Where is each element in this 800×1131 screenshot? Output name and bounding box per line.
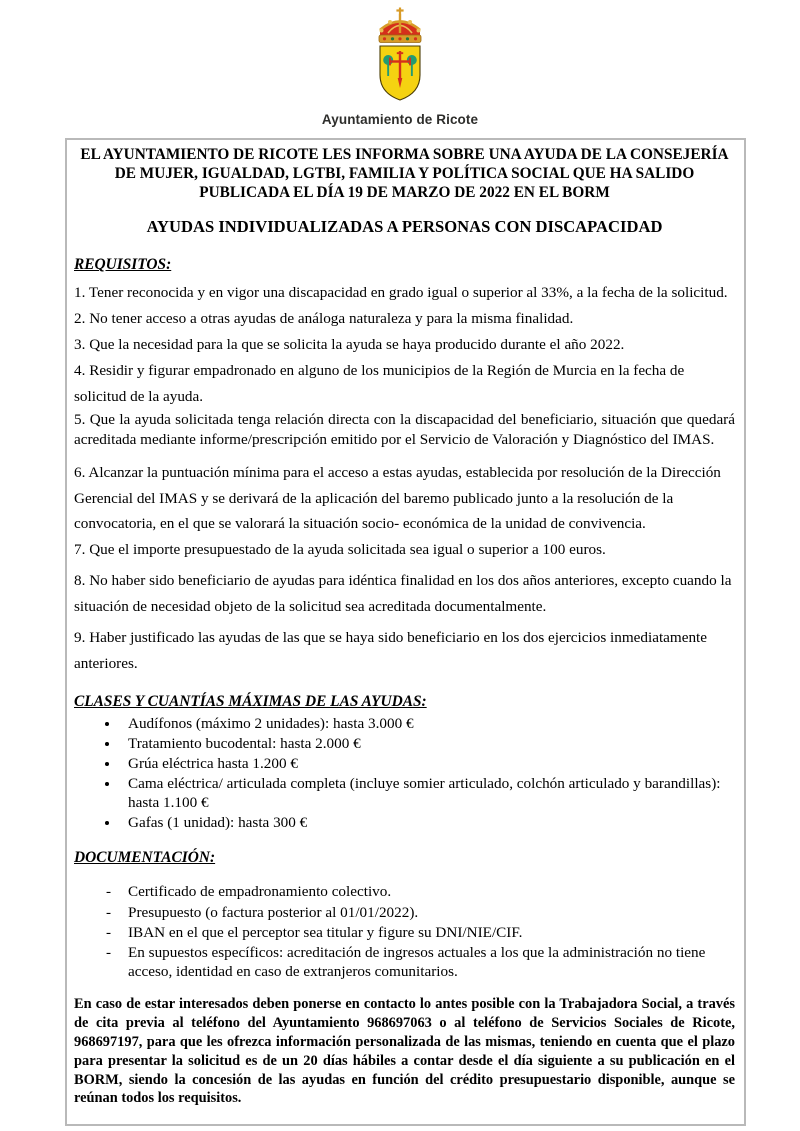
- clase-item: • Cama eléctrica/ articulada completa (incluye somier articulado, colchón articulado y barandillas): hasta 1.100 €: [120, 774, 735, 812]
- clase-item: • Grúa eléctrica hasta 1.200 €: [120, 754, 735, 773]
- requisitos-heading: REQUISITOS:: [74, 256, 172, 274]
- clases-list: [74, 714, 735, 833]
- requisito-item: 6. Alcanzar la puntuación mínima para el acceso a estas ayudas, establecida por resolución de la Dirección Gerencial del IMAS y se derivará de la aplicación del baremo publicado junto a la resolución de la convocatoria, en el que se valorará la situación socio- económica de la unidad de convivencia.: [74, 463, 721, 533]
- requisito-item: 7. Que el importe presupuestado de la ayuda solicitada sea igual o superior a 100 euros.: [74, 541, 606, 559]
- documentacion-heading: DOCUMENTACIÓN:: [74, 849, 216, 867]
- footer-note: En caso de estar interesados deben ponerse en contacto lo antes posible con la Trabajadora Social, a través de cita previa al teléfono del Ayuntamiento 968697063 o al teléfono de Servicios Sociales de Ricote, 968697197, para que les ofrezca información personalizada de las mismas, teniendo en cuenta que el plazo para presentar la solicitud es de un 20 días hábiles a contar desde el día siguiente a su publicación en el BORM, siendo la concesión de las ayudas en función del crédito presupuestario disponible, aunque se reúnan todos los requisitos.: [74, 996, 735, 1107]
- requisito-item: 3. Que la necesidad para la que se solicita la ayuda se haya producido durante el año 2022.: [74, 336, 625, 354]
- crest-caption: Ayuntamiento de Ricote: [321, 112, 479, 127]
- clase-item: • Tratamiento bucodental: hasta 2.000 €: [120, 734, 735, 753]
- documento-item: - IBAN en el que el perceptor sea titular y figure su DNI/NIE/CIF.: [74, 923, 735, 942]
- documento-item: - En supuestos específicos: acreditación de ingresos actuales a los que la administración no tiene acceso, identidad en caso de extranjeros comunitarios.: [74, 943, 735, 981]
- requisito-item: 8. No haber sido beneficiario de ayudas para idéntica finalidad en los dos años anteriores, excepto cuando la situación de necesidad objeto de la solicitud sea acreditada documentalmente.: [74, 572, 732, 615]
- document-box: [65, 138, 746, 1126]
- crest-block: [0, 0, 800, 127]
- main-title: AYUDAS INDIVIDUALIZADAS A PERSONAS CON DISCAPACIDAD: [146, 217, 663, 237]
- shield-icon: [380, 46, 420, 100]
- requisito-item: 5. Que la ayuda solicitada tenga relación directa con la discapacidad del beneficiario, situación que quedará acreditada mediante informe/prescripción emitido por el Servicio de Valoración y Diagnóstico del IMAS.: [74, 410, 735, 448]
- documento-item: - Certificado de empadronamiento colectivo.: [74, 882, 735, 901]
- crown-icon: [379, 8, 421, 43]
- crest-icon: [347, 6, 453, 106]
- documento-item: - Presupuesto (o factura posterior al 01/01/2022).: [74, 903, 735, 922]
- requisito-item: 2. No tener acceso a otras ayudas de análoga naturaleza y para la misma finalidad.: [74, 310, 574, 328]
- documentacion-list: [74, 882, 735, 981]
- intro-title: EL AYUNTAMIENTO DE RICOTE LES INFORMA SOBRE UNA AYUDA DE LA CONSEJERÍA DE MUJER, IGUALDAD, LGTBI, FAMILIA Y POLÍTICA SOCIAL QUE HA SALIDO PUBLICADA EL DÍA 19 DE MARZO DE 2022 EN EL BORM: [80, 146, 729, 201]
- clases-heading: CLASES Y CUANTÍAS MÁXIMAS DE LAS AYUDAS:: [74, 692, 427, 710]
- clase-item: • Audífonos (máximo 2 unidades): hasta 3.000 €: [120, 714, 735, 733]
- clase-item: • Gafas (1 unidad): hasta 300 €: [120, 813, 735, 832]
- requisito-item: 4. Residir y figurar empadronado en alguno de los municipios de la Región de Murcia en la fecha de solicitud de la ayuda.: [74, 361, 685, 405]
- requisito-item: 9. Haber justificado las ayudas de las que se haya sido beneficiario en los dos ejercicios inmediatamente anteriores.: [74, 628, 708, 672]
- requisito-item: 1. Tener reconocida y en vigor una discapacidad en grado igual o superior al 33%, a la fecha de la solicitud.: [74, 284, 728, 302]
